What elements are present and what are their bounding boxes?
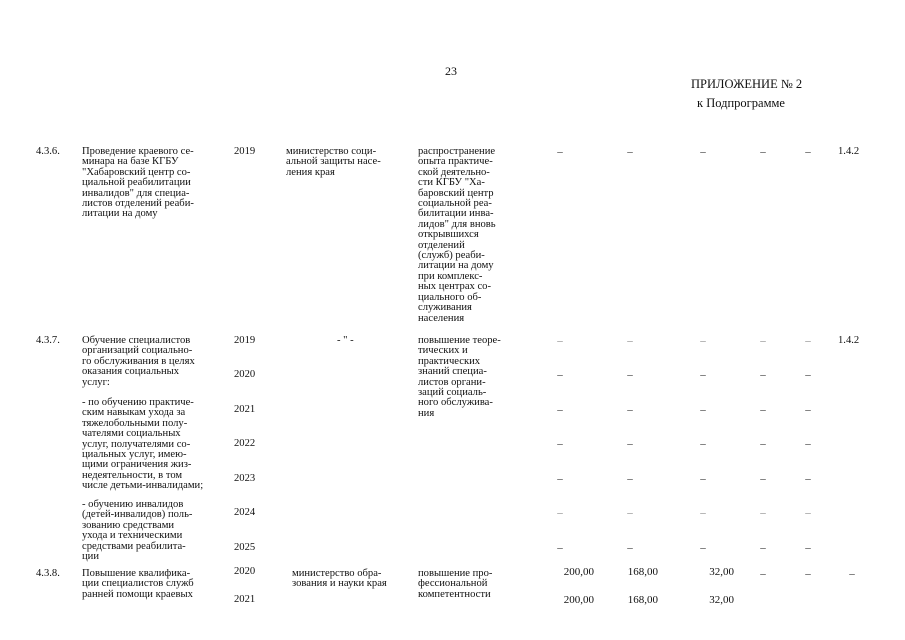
value-regional: – <box>627 146 633 158</box>
value-local: – <box>760 507 766 519</box>
value-regional: – <box>627 542 633 554</box>
value-local: – <box>760 438 766 450</box>
row-year: 2021 <box>234 404 256 415</box>
value-other: – <box>805 507 811 519</box>
row-year: 2024 <box>234 507 256 518</box>
row-id: 4.3.7. <box>36 335 60 346</box>
value-regional: – <box>627 404 633 416</box>
value-federal: – <box>700 507 706 519</box>
value-total: – <box>557 438 563 450</box>
row-executor: - " - <box>337 335 354 346</box>
row-id: 4.3.8. <box>36 568 60 579</box>
value-federal: 32,00 <box>709 566 734 578</box>
value-regional: 168,00 <box>627 594 658 606</box>
row-indicator: – <box>849 568 855 580</box>
value-other: – <box>805 568 811 580</box>
value-federal: – <box>700 369 706 381</box>
row-year: 2020 <box>234 369 256 380</box>
value-federal: – <box>700 542 706 554</box>
value-regional: – <box>627 507 633 519</box>
value-total: – <box>557 369 563 381</box>
value-other: – <box>805 369 811 381</box>
row-result: повышение теоре- тических и практических знаний специа- листов органи- заций социаль- ного обслужива- ния <box>418 335 501 419</box>
row-result: повышение про- фессиональной компетентности <box>418 568 493 600</box>
row-year: 2022 <box>234 438 256 449</box>
value-local: – <box>760 568 766 580</box>
value-local: – <box>760 404 766 416</box>
value-other: – <box>805 146 811 158</box>
page-number: 23 <box>445 64 457 78</box>
value-other: – <box>805 404 811 416</box>
row-executor: министерство обра- зования и науки края <box>292 568 387 590</box>
value-total: – <box>557 473 563 485</box>
value-local: – <box>760 369 766 381</box>
appendix-title: ПРИЛОЖЕНИЕ № 2 <box>691 77 803 91</box>
row-subitem: - по обучению практиче- ским навыкам ухода за тяжелобольными полу- чателями социальных услуг, получателями со- циальных услуг, имею- щими ограничения жиз- недеятельности, в том числе детьми-инвалидами; <box>82 397 204 492</box>
value-local: – <box>760 542 766 554</box>
value-total: 200,00 <box>563 594 594 606</box>
row-id: 4.3.6. <box>36 146 60 157</box>
value-federal: – <box>700 473 706 485</box>
value-federal: 32,00 <box>709 594 734 606</box>
value-total: – <box>557 404 563 416</box>
value-local: – <box>760 473 766 485</box>
row-year: 2025 <box>234 542 256 553</box>
value-total: – <box>557 542 563 554</box>
value-regional: 168,00 <box>627 566 658 578</box>
value-regional: – <box>627 335 633 347</box>
value-total: – <box>557 335 563 347</box>
value-total: – <box>557 146 563 158</box>
row-year: 2019 <box>234 146 256 157</box>
value-federal: – <box>700 146 706 158</box>
row-year: 2020 <box>234 566 256 577</box>
row-year: 2023 <box>234 473 256 484</box>
value-other: – <box>805 473 811 485</box>
value-regional: – <box>627 438 633 450</box>
value-local: – <box>760 146 766 158</box>
row-subitem: - обучению инвалидов (детей-инвалидов) поль- зованию средствами ухода и техническими средствами реабилита- ции <box>82 499 193 563</box>
value-federal: – <box>700 335 706 347</box>
row-title: Обучение специалистов организаций социально- го обслуживания в целях оказания социальных услуг: <box>82 335 195 388</box>
row-indicator: 1.4.2 <box>838 146 860 157</box>
value-other: – <box>805 335 811 347</box>
row-year: 2021 <box>234 594 256 605</box>
value-regional: – <box>627 473 633 485</box>
row-title: Проведение краевого се- минара на базе КГБУ "Хабаровский центр со- циальной реабилитации инвалидов" для специа- листов отделений реаби- литации на дому <box>82 146 194 220</box>
value-federal: – <box>700 438 706 450</box>
value-regional: – <box>627 369 633 381</box>
row-executor: министерство соци- альной защиты насе- ления края <box>286 146 381 178</box>
row-indicator: 1.4.2 <box>838 335 860 346</box>
value-federal: – <box>700 404 706 416</box>
value-local: – <box>760 335 766 347</box>
appendix-subtitle: к Подпрограмме <box>697 96 785 110</box>
value-other: – <box>805 438 811 450</box>
row-result: распространение опыта практиче- ской деятельно- сти КГБУ "Ха- баровский центр социальной реа- билитации инва- лидов" для вновь открывшихся отделений (служб) реаби- литации на дому при комплекс- ных центрах со- циального об- служивания населения <box>418 146 496 324</box>
value-total: 200,00 <box>563 566 594 578</box>
value-total: – <box>557 507 563 519</box>
value-other: – <box>805 542 811 554</box>
row-year: 2019 <box>234 335 256 346</box>
row-title: Повышение квалифика- ции специалистов служб ранней помощи краевых <box>82 568 194 600</box>
